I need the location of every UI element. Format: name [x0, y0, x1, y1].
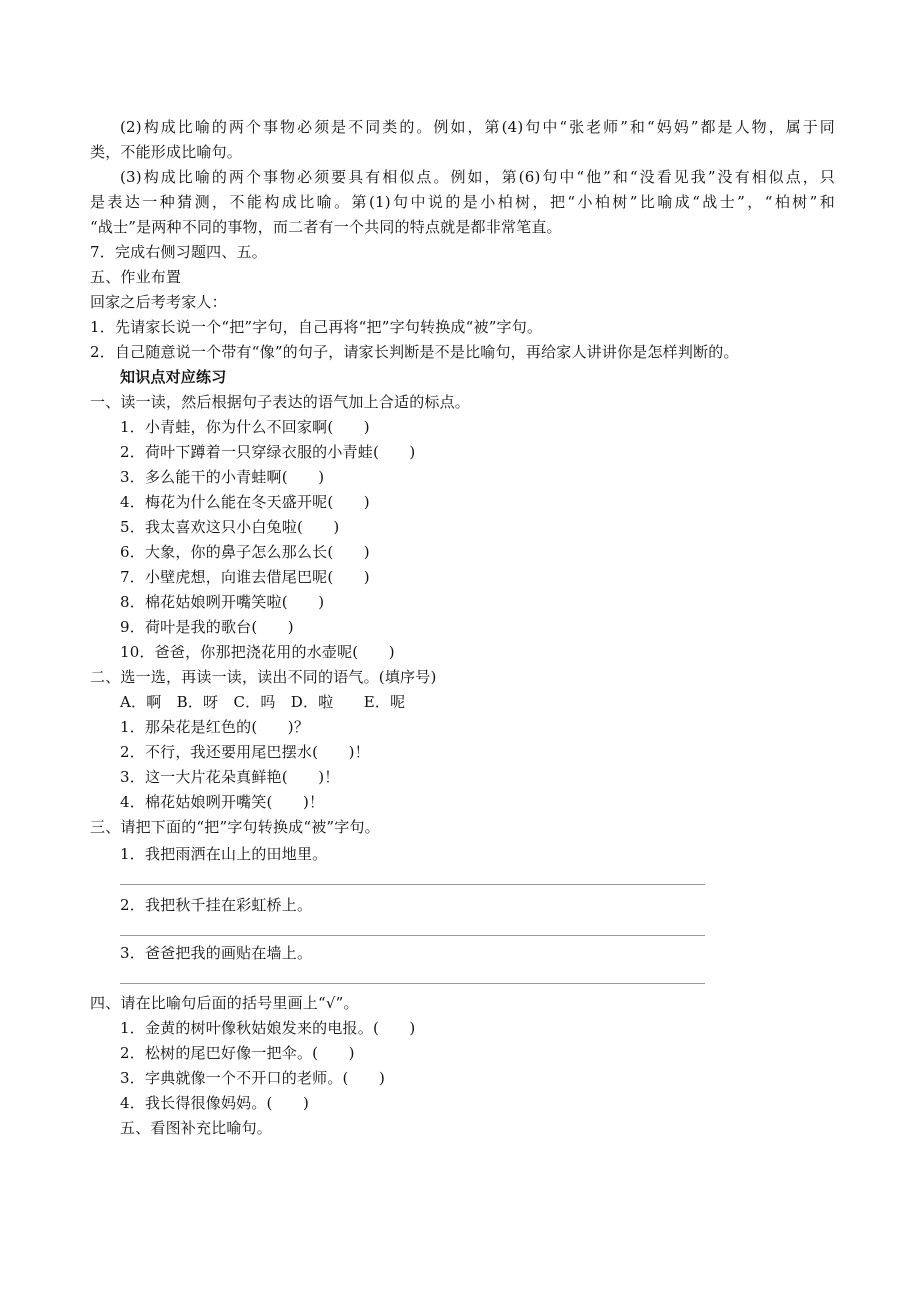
- answer-line: [120, 935, 705, 936]
- answer-line: [120, 884, 705, 885]
- step-7: 7．完成右侧习题四、五。: [90, 243, 267, 261]
- homework-title: 五、作业布置: [90, 268, 182, 286]
- q4-item: 4．我长得很像妈妈。( ): [120, 1094, 310, 1112]
- q1-item: 1．小青蛙，你为什么不回家啊( ): [120, 418, 370, 436]
- q1-item: 9．荷叶是我的歌台( ): [120, 618, 294, 636]
- q1-title: 一、读一读，然后根据句子表达的语气加上合适的标点。: [90, 393, 471, 411]
- q3-item: 2．我把秋千挂在彩虹桥上。: [120, 896, 313, 914]
- answer-line: [120, 983, 705, 984]
- homework-intro: 回家之后考考家人：: [90, 293, 227, 311]
- q2-item: 1．那朵花是红色的( )？: [120, 718, 310, 736]
- q4-item: 3．字典就像一个不开口的老师。( ): [120, 1069, 386, 1087]
- q2-title: 二、选一选，再读一读，读出不同的语气。(填序号): [90, 668, 437, 686]
- q1-item: 4．梅花为什么能在冬天盛开呢( ): [120, 493, 370, 511]
- q4-item: 1．金黄的树叶像秋姑娘发来的电报。( ): [120, 1019, 416, 1037]
- explanation-p3-line2: 是表达一种猜测，不能构成比喻。第(1)句中说的是小柏树，把“小柏树”比喻成“战士”，“柏树”和: [90, 193, 835, 211]
- q3-item: 1．我把雨洒在山上的田地里。: [120, 845, 328, 863]
- q4-item: 2．松树的尾巴好像一把伞。( ): [120, 1044, 355, 1062]
- q2-item: 4．棉花姑娘咧开嘴笑( )！: [120, 793, 325, 811]
- explanation-p3-line1: (3)构成比喻的两个事物必须要具有相似点。例如，第(6)句中“他”和“没看见我”没有相似点，只: [120, 168, 835, 186]
- q1-item: 6．大象，你的鼻子怎么那么长( ): [120, 543, 370, 561]
- practice-title: 知识点对应练习: [120, 368, 227, 386]
- q1-item: 5．我太喜欢这只小白兔啦( ): [120, 518, 340, 536]
- explanation-p2-line1: (2)构成比喻的两个事物必须是不同类的。例如，第(4)句中“张老师”和“妈妈”都是人物，属于同: [120, 118, 835, 136]
- homework-item: 2．自己随意说一个带有“像”的句子，请家长判断是不是比喻句，再给家人讲讲你是怎样判断的。: [90, 343, 739, 361]
- q4-title: 四、请在比喻句后面的括号里画上“√”。: [90, 994, 359, 1012]
- q2-item: 3．这一大片花朵真鲜艳( )！: [120, 768, 340, 786]
- q1-item: 3．多么能干的小青蛙啊( ): [120, 468, 325, 486]
- q3-item: 3．爸爸把我的画贴在墙上。: [120, 944, 313, 962]
- explanation-p3-line3: “战士”是两种不同的事物，而二者有一个共同的特点就是都非常笔直。: [90, 218, 562, 236]
- q3-title: 三、请把下面的“把”字句转换成“被”字句。: [90, 818, 380, 836]
- q1-item: 7．小壁虎想，向谁去借尾巴呢( ): [120, 568, 370, 586]
- q2-item: 2．不行，我还要用尾巴摆水( )！: [120, 743, 370, 761]
- q1-item: 8．棉花姑娘咧开嘴笑啦( ): [120, 593, 325, 611]
- q1-item: 10．爸爸，你那把浇花用的水壶呢( ): [120, 643, 395, 661]
- q1-item: 2．荷叶下蹲着一只穿绿衣服的小青蛙( ): [120, 443, 416, 461]
- explanation-p2-line2: 类，不能形成比喻句。: [90, 143, 243, 161]
- homework-item: 1．先请家长说一个“把”字句，自己再将“把”字句转换成“被”字句。: [90, 318, 543, 336]
- q2-options: A．啊 B．呀 C．吗 D．啦 E．呢: [120, 693, 406, 711]
- q5-title: 五、看图补充比喻句。: [120, 1119, 273, 1137]
